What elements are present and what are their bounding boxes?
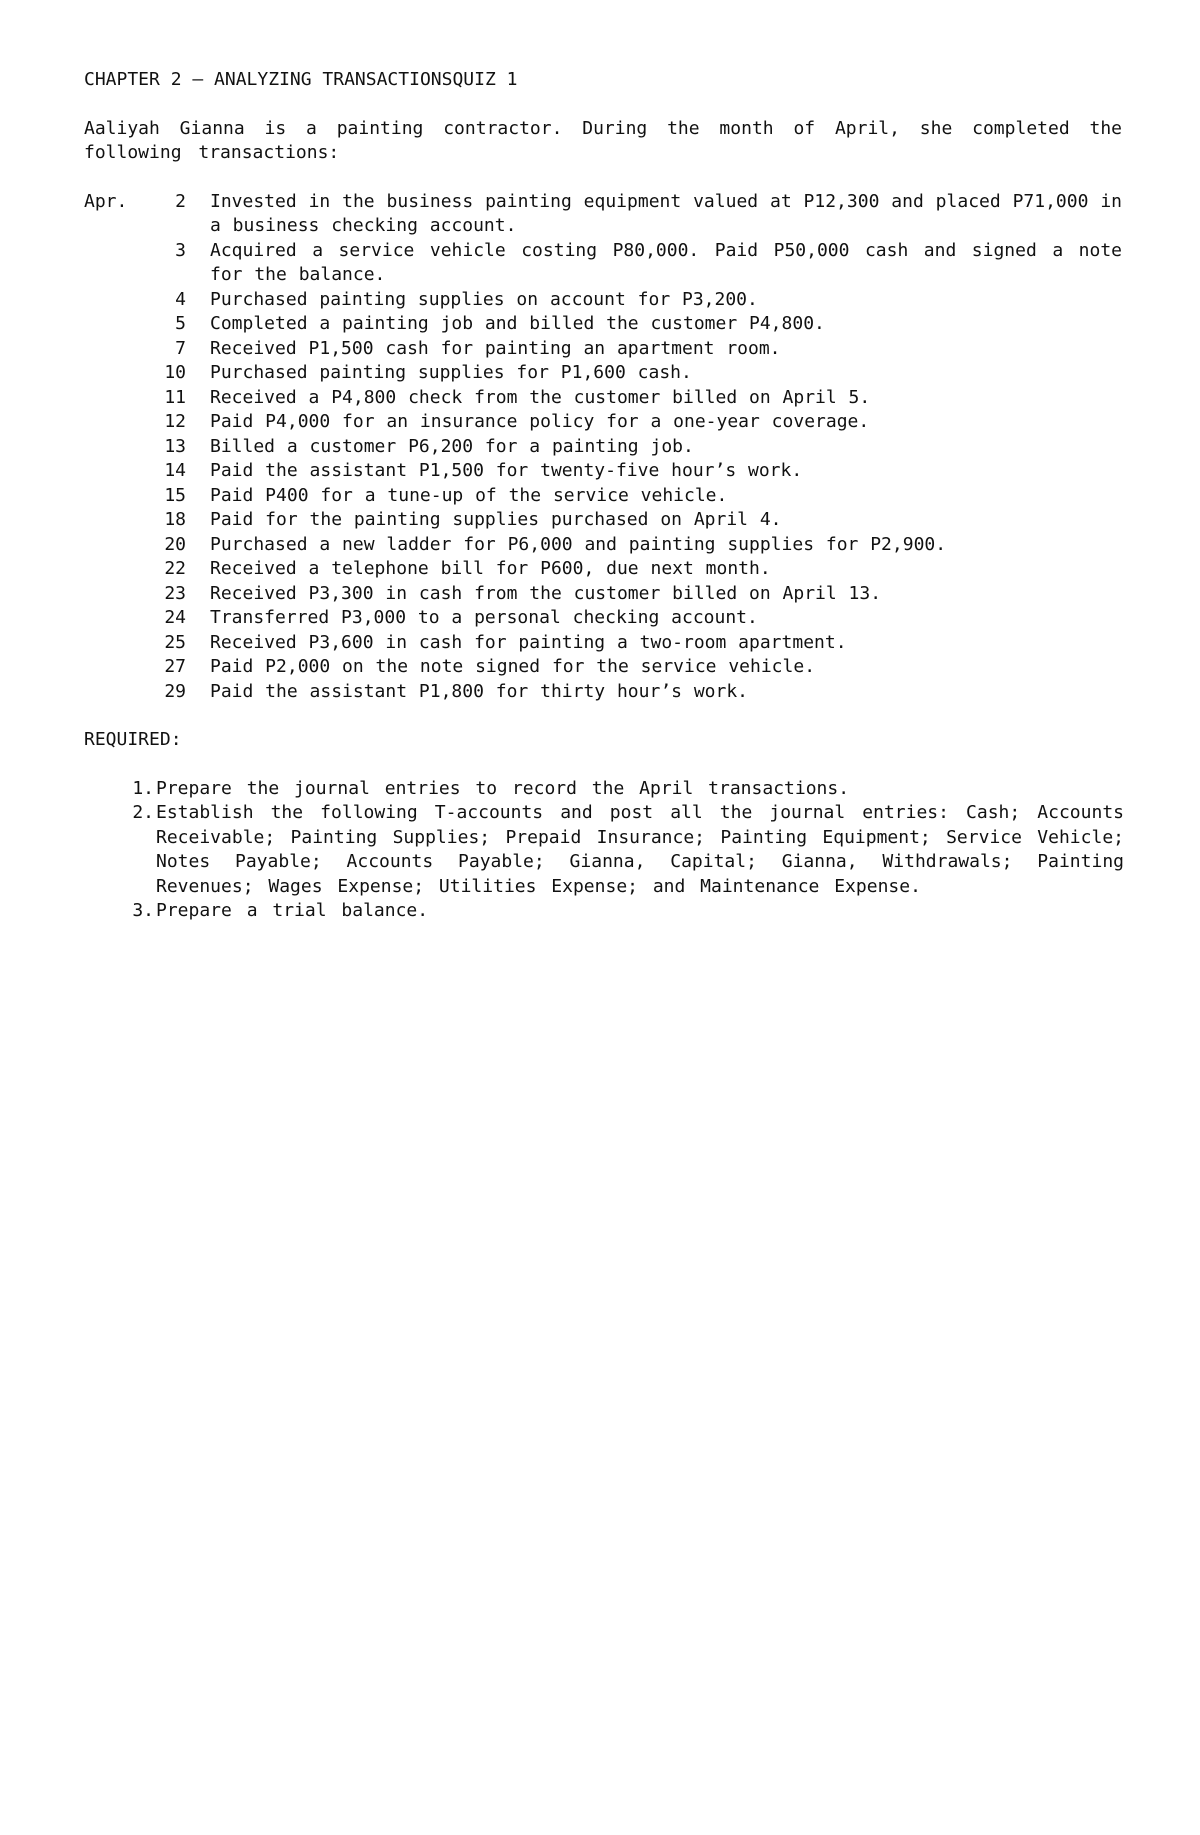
transaction-day: 29 bbox=[164, 680, 186, 702]
transaction-row bbox=[84, 190, 1124, 239]
transaction-description: Paid P400 for a tune-up of the service vehicle. bbox=[210, 484, 728, 506]
transaction-description: Paid P2,000 on the note signed for the service vehicle. bbox=[210, 656, 816, 677]
transaction-row bbox=[84, 631, 1124, 656]
transaction-row bbox=[84, 288, 1124, 313]
transaction-row bbox=[84, 435, 1124, 460]
transaction-day: 23 bbox=[164, 582, 186, 604]
requirement-item bbox=[84, 777, 1124, 802]
transaction-description: Purchased a new ladder for P6,000 and painting supplies for P2,900. bbox=[210, 533, 947, 555]
transaction-day: 4 bbox=[175, 288, 186, 310]
transaction-description: Billed a customer P6,200 for a painting job. bbox=[210, 435, 694, 457]
transaction-day: 22 bbox=[164, 558, 186, 579]
transaction-month: Apr. bbox=[84, 190, 128, 212]
transaction-row bbox=[84, 239, 1124, 288]
transaction-row bbox=[84, 606, 1124, 631]
transaction-row bbox=[84, 508, 1124, 533]
transaction-description: Paid for the painting supplies purchased on April 4. bbox=[210, 509, 782, 530]
transaction-day: 12 bbox=[164, 411, 186, 432]
requirement-text: Establish the following T-accounts and post all the journal entries: Cash; Accounts Receivable; Painting Supplies; Prepaid Insurance; Painting Equipment; Service Vehicle; Notes Payable; Accounts Payable; Gianna, Capital; Gianna, Withdrawals; Painting Revenues; Wages Expense; Utilities Expense; and Maintenance Expense. bbox=[156, 802, 1124, 897]
transaction-row bbox=[84, 484, 1124, 509]
transaction-day: 18 bbox=[164, 509, 186, 530]
transaction-day: 3 bbox=[175, 239, 186, 261]
transaction-row bbox=[84, 312, 1124, 337]
transaction-description: Received P3,600 in cash for painting a two-room apartment. bbox=[210, 631, 847, 653]
document-title: CHAPTER 2 – ANALYZING TRANSACTIONSQUIZ 1 bbox=[84, 69, 518, 90]
transaction-day: 15 bbox=[164, 484, 186, 506]
requirement-text: Prepare a trial balance. bbox=[156, 900, 429, 921]
transaction-day: 24 bbox=[164, 607, 186, 628]
transaction-row bbox=[84, 533, 1124, 558]
transaction-description: Paid the assistant P1,500 for twenty-five hour’s work. bbox=[210, 460, 803, 481]
transaction-description: Paid the assistant P1,800 for thirty hour’s work. bbox=[210, 680, 749, 702]
requirement-item bbox=[84, 899, 1124, 924]
transaction-description: Received P3,300 in cash from the customer billed on April 13. bbox=[210, 582, 882, 604]
transaction-description: Purchased painting supplies on account for P3,200. bbox=[210, 288, 758, 310]
transaction-description: Received P1,500 cash for painting an apartment room. bbox=[210, 337, 781, 359]
transaction-row bbox=[84, 386, 1124, 411]
transaction-description: Transferred P3,000 to a personal checking account. bbox=[210, 607, 758, 628]
transaction-day: 13 bbox=[164, 435, 186, 457]
document-page bbox=[84, 68, 1124, 924]
requirements-list bbox=[84, 777, 1124, 924]
transaction-row bbox=[84, 410, 1124, 435]
transaction-description: Invested in the business painting equipment valued at P12,300 and placed P71,000 in a business checking account. bbox=[210, 190, 1122, 236]
transaction-row bbox=[84, 582, 1124, 607]
transaction-day: 20 bbox=[164, 533, 186, 555]
requirement-number: 2. bbox=[132, 802, 154, 823]
transaction-day: 14 bbox=[164, 460, 186, 481]
transaction-row bbox=[84, 680, 1124, 705]
transaction-day: 10 bbox=[164, 362, 186, 383]
transaction-row bbox=[84, 557, 1124, 582]
requirement-text: Prepare the journal entries to record the April transactions. bbox=[156, 777, 850, 799]
requirement-number: 1. bbox=[132, 777, 154, 799]
transaction-description: Completed a painting job and billed the customer P4,800. bbox=[210, 313, 825, 334]
transaction-day: 5 bbox=[175, 313, 186, 334]
transaction-description: Received a P4,800 check from the customer billed on April 5. bbox=[210, 386, 871, 408]
transaction-day: 7 bbox=[175, 337, 186, 359]
requirement-item bbox=[84, 801, 1124, 899]
transaction-day: 2 bbox=[175, 190, 186, 212]
transaction-description: Received a telephone bill for P600, due next month. bbox=[210, 558, 771, 579]
transaction-row bbox=[84, 459, 1124, 484]
transaction-description: Acquired a service vehicle costing P80,000. Paid P50,000 cash and signed a note for the balance. bbox=[210, 239, 1122, 285]
transaction-row bbox=[84, 655, 1124, 680]
transaction-day: 11 bbox=[164, 386, 186, 408]
intro-paragraph: Aaliyah Gianna is a painting contractor. During the month of April, she completed the following transactions: bbox=[84, 117, 1122, 163]
transaction-day: 25 bbox=[164, 631, 186, 653]
transaction-day: 27 bbox=[164, 656, 186, 677]
transaction-description: Paid P4,000 for an insurance policy for a one-year coverage. bbox=[210, 411, 870, 432]
transaction-row bbox=[84, 337, 1124, 362]
transaction-description: Purchased painting supplies for P1,600 cash. bbox=[210, 362, 692, 383]
requirement-number: 3. bbox=[132, 900, 154, 921]
required-heading: REQUIRED: bbox=[84, 729, 182, 750]
transaction-row bbox=[84, 361, 1124, 386]
transactions-list bbox=[84, 190, 1124, 705]
